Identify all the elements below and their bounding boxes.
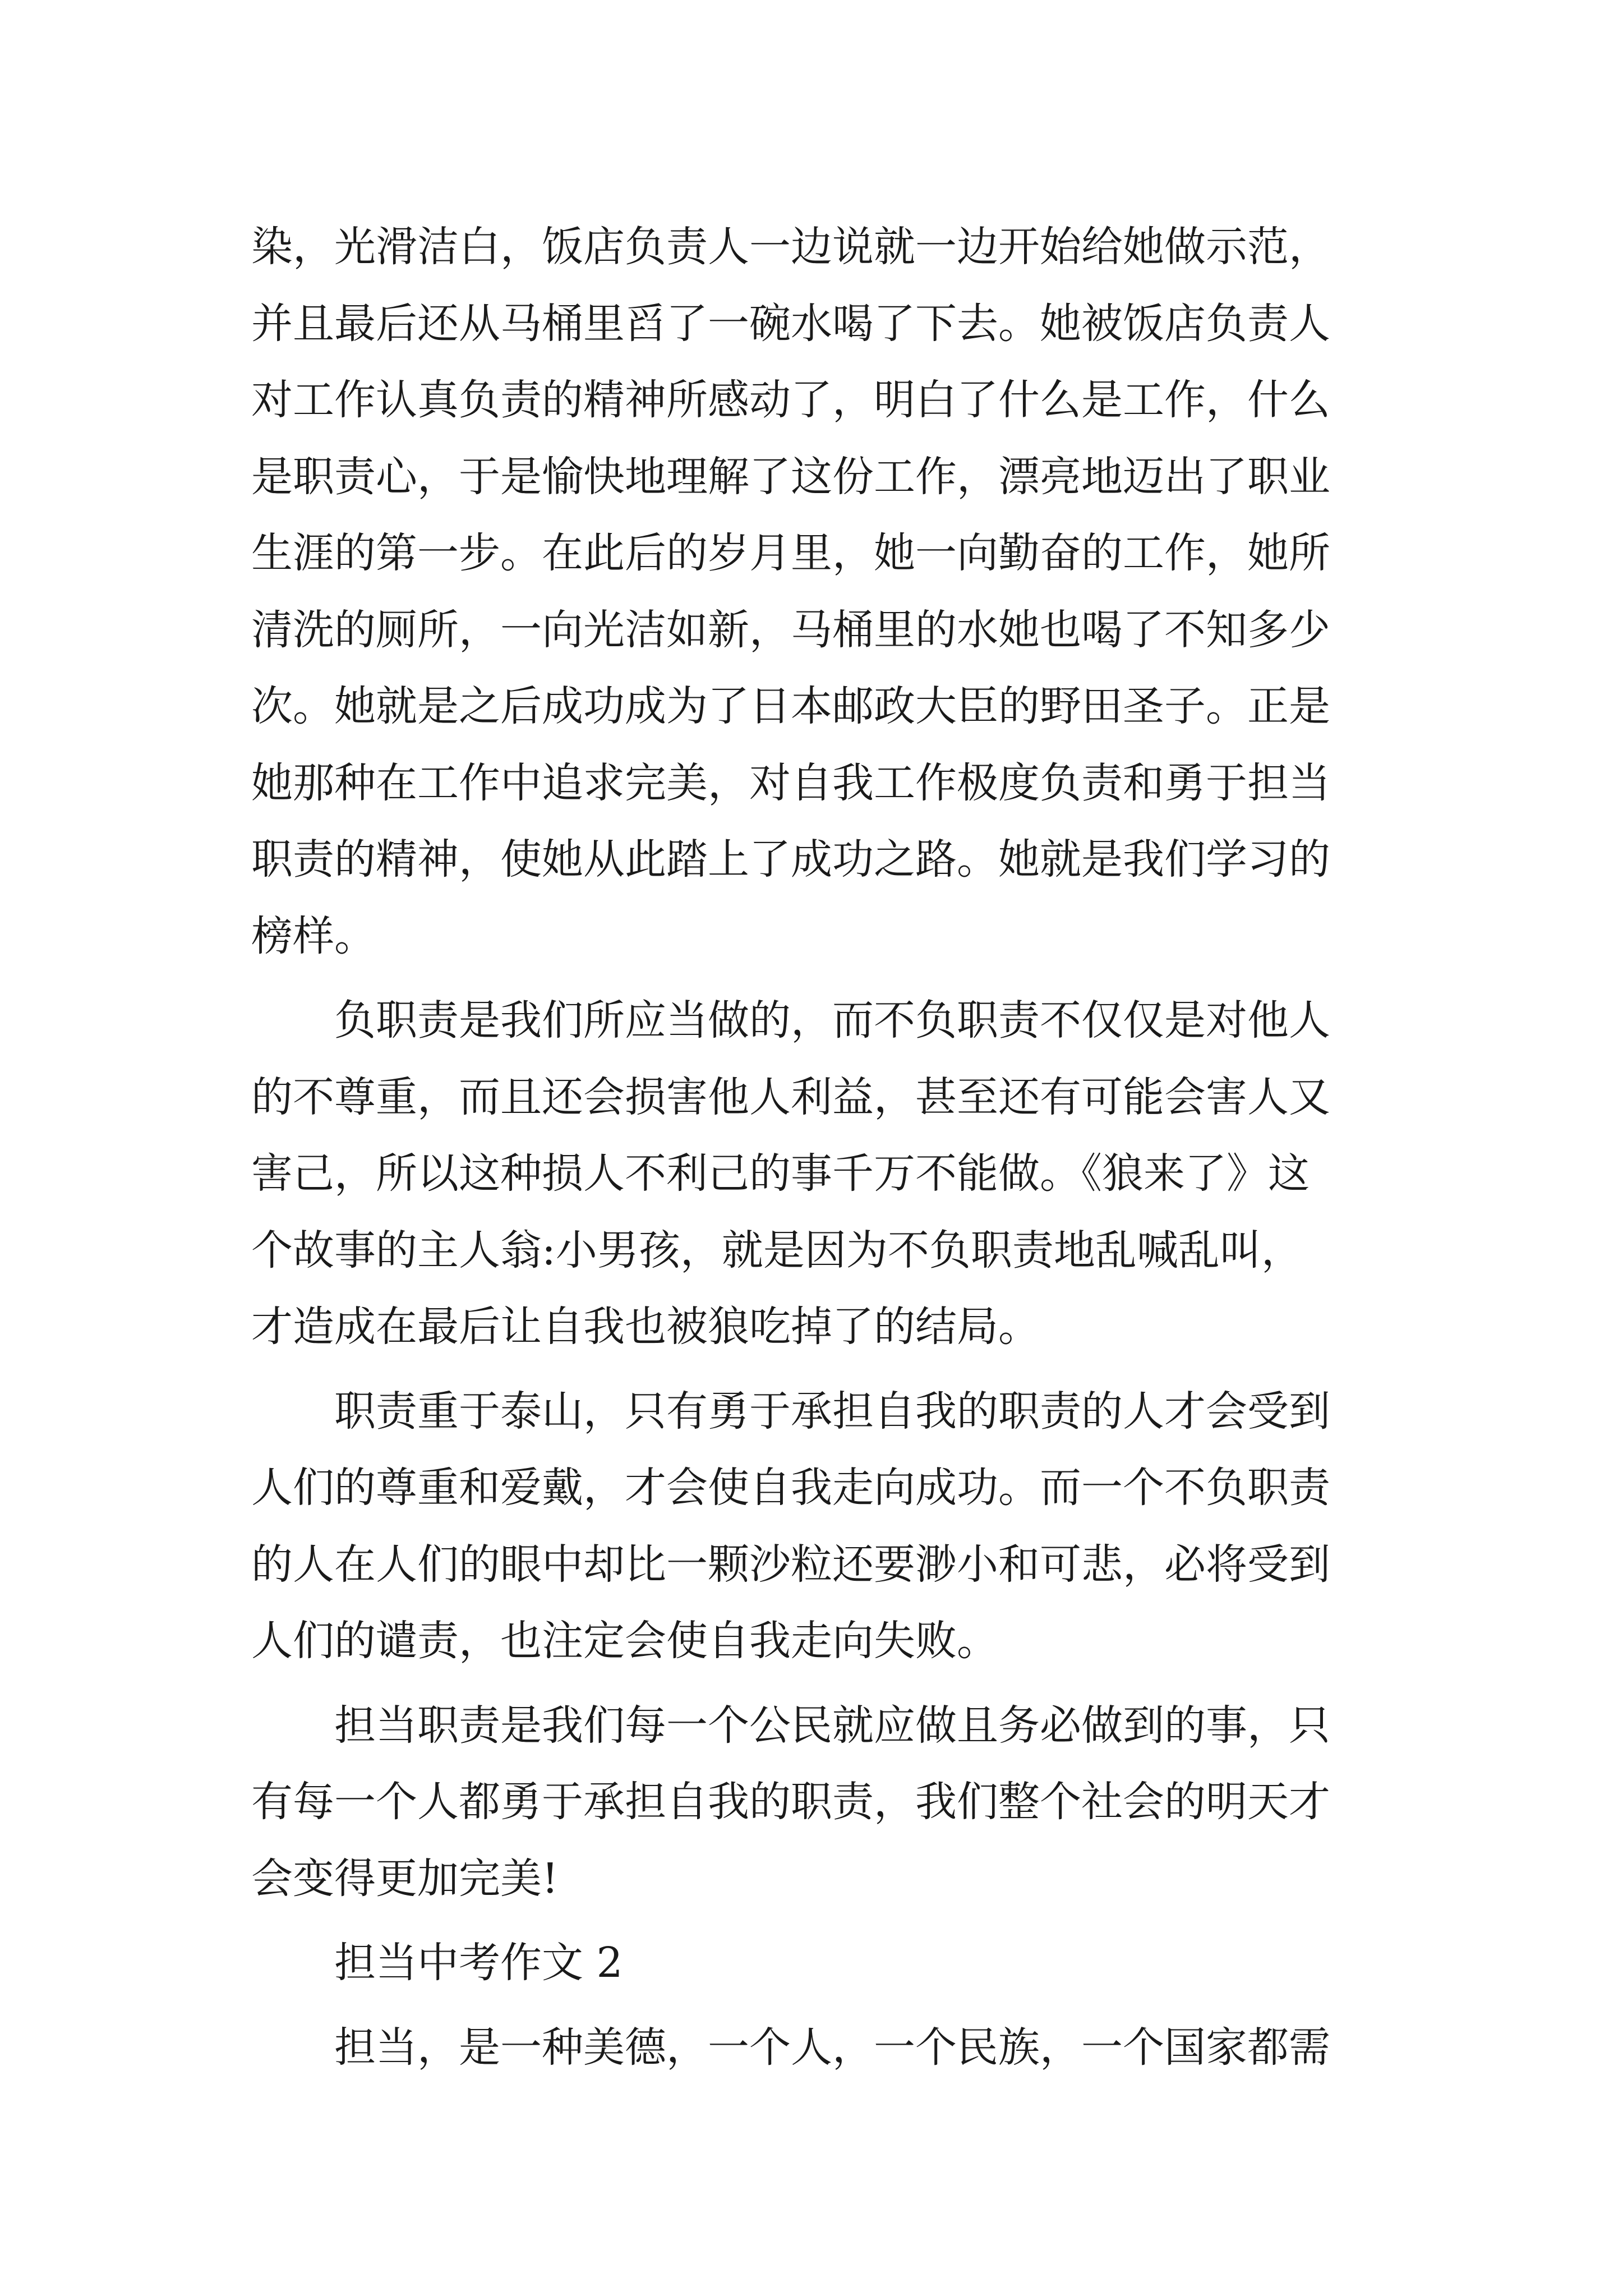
text-line: 次。她就是之后成功成为了日本邮政大臣的野田圣子。正是 [251, 682, 1330, 730]
paragraph-gap [251, 974, 1373, 982]
text-line: 对工作认真负责的精神所感动了，明白了什么是工作，什么 [251, 376, 1330, 424]
paragraph-gap [251, 2001, 1373, 2009]
text-line: 生涯的第一步。在此后的岁月里，她一向勤奋的工作，她所 [251, 529, 1330, 577]
text-line: 她那种在工作中追求完美，对自我工作极度负责和勇于担当 [251, 758, 1330, 807]
text-line: 害己，所以这种损人不利己的事千万不能做。《狼来了》这 [251, 1149, 1310, 1198]
text-line: 并且最后还从马桶里舀了一碗水喝了下去。她被饭店负责人 [251, 299, 1330, 348]
paragraph [251, 209, 1373, 974]
paragraph-gap [251, 1365, 1373, 1373]
document-body [251, 209, 1373, 2086]
text-line: 榜样。 [251, 912, 376, 960]
paragraph [251, 2009, 1373, 2086]
text-line: 会变得更加完美! [251, 1854, 559, 1903]
text-line: 才造成在最后让自我也被狼吃掉了的结局。 [251, 1303, 1040, 1351]
paragraph [251, 1687, 1373, 1917]
text-line: 负职责是我们所应当做的，而不负职责不仅仅是对他人 [334, 996, 1330, 1045]
text-line: 染，光滑洁白，饭店负责人一边说就一边开始给她做示范， [251, 223, 1330, 271]
paragraph [251, 982, 1373, 1365]
text-line: 担当职责是我们每一个公民就应做且务必做到的事，只 [334, 1701, 1330, 1750]
text-line: 人们的尊重和爱戴，才会使自我走向成功。而一个不负职责 [251, 1464, 1330, 1512]
text-line: 有每一个人都勇于承担自我的职责，我们整个社会的明天才 [251, 1778, 1330, 1826]
paragraph [251, 1373, 1373, 1680]
paragraph-gap [251, 1917, 1373, 1925]
text-line: 人们的谴责，也注定会使自我走向失败。 [251, 1617, 998, 1665]
text-line: 是职责心，于是愉快地理解了这份工作，漂亮地迈出了职业 [251, 452, 1330, 501]
text-line: 清洗的厕所，一向光洁如新，马桶里的水她也喝了不知多少 [251, 605, 1330, 654]
text-line: 个故事的主人翁:小男孩，就是因为不负职责地乱喊乱叫， [251, 1226, 1303, 1274]
heading-text: 担当中考作文 2 [334, 1939, 623, 1987]
section-heading [251, 1925, 1373, 2001]
paragraph-gap [251, 1680, 1373, 1687]
text-line: 职责重于泰山，只有勇于承担自我的职责的人才会受到 [334, 1387, 1330, 1435]
text-line: 的不尊重，而且还会损害他人利益，甚至还有可能会害人又 [251, 1073, 1330, 1121]
text-line: 的人在人们的眼中却比一颗沙粒还要渺小和可悲，必将受到 [251, 1540, 1330, 1589]
text-line: 担当，是一种美德，一个人，一个民族，一个国家都需 [334, 2023, 1330, 2072]
text-line: 职责的精神，使她从此踏上了成功之路。她就是我们学习的 [251, 835, 1330, 884]
